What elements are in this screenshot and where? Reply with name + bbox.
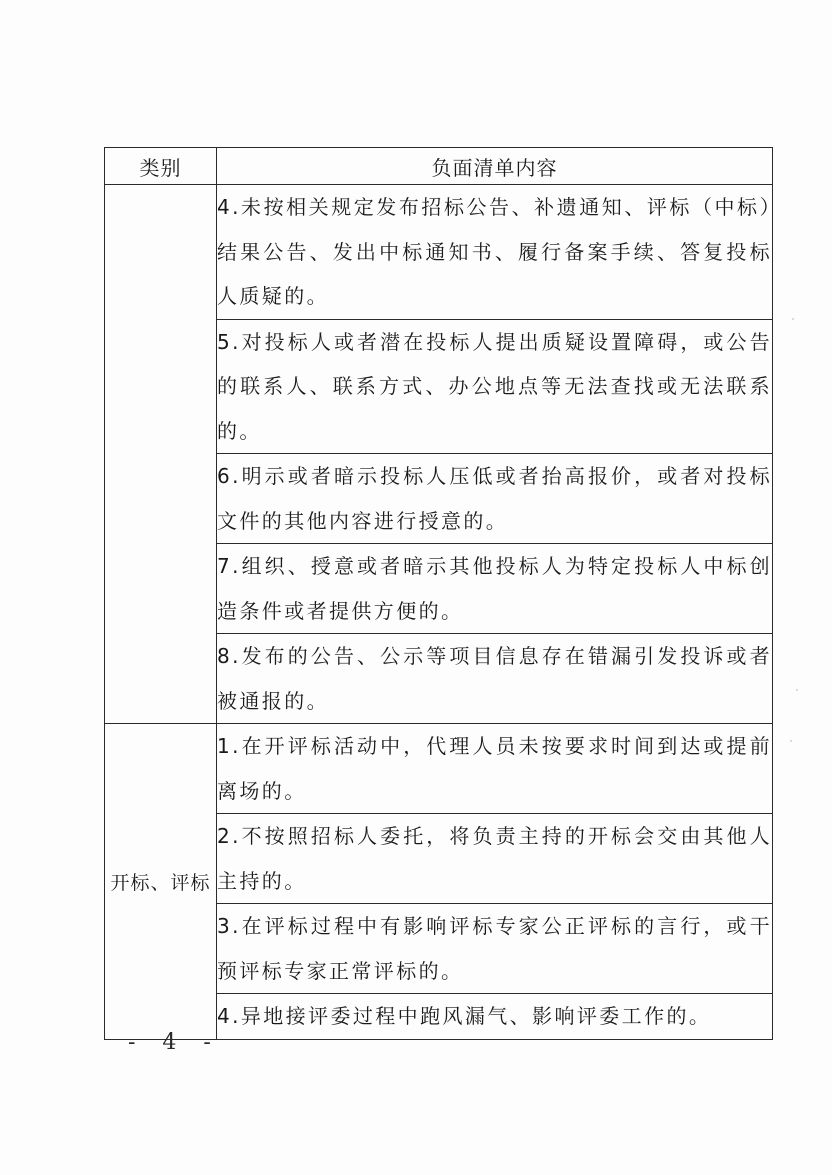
negative-list-table: [104, 147, 773, 1040]
category-cell: 开标、评标: [105, 724, 217, 1040]
list-item-cell: 5.对投标人或者潜在投标人提出质疑设置障碍，或公告的联系人、联系方式、办公地点等无法查找或无法联系的。: [217, 319, 773, 454]
category-column-header: 类别: [105, 148, 217, 185]
scan-speck: [796, 689, 798, 691]
list-item-cell: 4.异地接评委过程中跑风漏气、影响评委工作的。: [217, 994, 773, 1040]
category-cell: [105, 185, 217, 724]
table-header-row: [105, 148, 773, 185]
page-number: - 4 -: [128, 1030, 221, 1055]
scan-speck: [790, 740, 792, 742]
list-item-cell: 3.在评标过程中有影响评标专家公正评标的言行，或干预评标专家正常评标的。: [217, 904, 773, 994]
table-row: [105, 185, 773, 320]
table-row: [105, 724, 773, 814]
list-item-cell: 7.组织、授意或者暗示其他投标人为特定投标人中标创造条件或者提供方便的。: [217, 544, 773, 634]
scan-speck: [792, 318, 794, 320]
list-item-cell: 2.不按照招标人委托，将负责主持的开标会交由其他人主持的。: [217, 814, 773, 904]
content-column-header: 负面清单内容: [217, 148, 773, 185]
list-item-cell: 8.发布的公告、公示等项目信息存在错漏引发投诉或者被通报的。: [217, 634, 773, 724]
list-item-cell: 1.在开评标活动中，代理人员未按要求时间到达或提前离场的。: [217, 724, 773, 814]
list-item-cell: 4.未按相关规定发布招标公告、补遗通知、评标（中标）结果公告、发出中标通知书、履行备案手续、答复投标人质疑的。: [217, 185, 773, 320]
list-item-cell: 6.明示或者暗示投标人压低或者抬高报价，或者对投标文件的其他内容进行授意的。: [217, 454, 773, 544]
